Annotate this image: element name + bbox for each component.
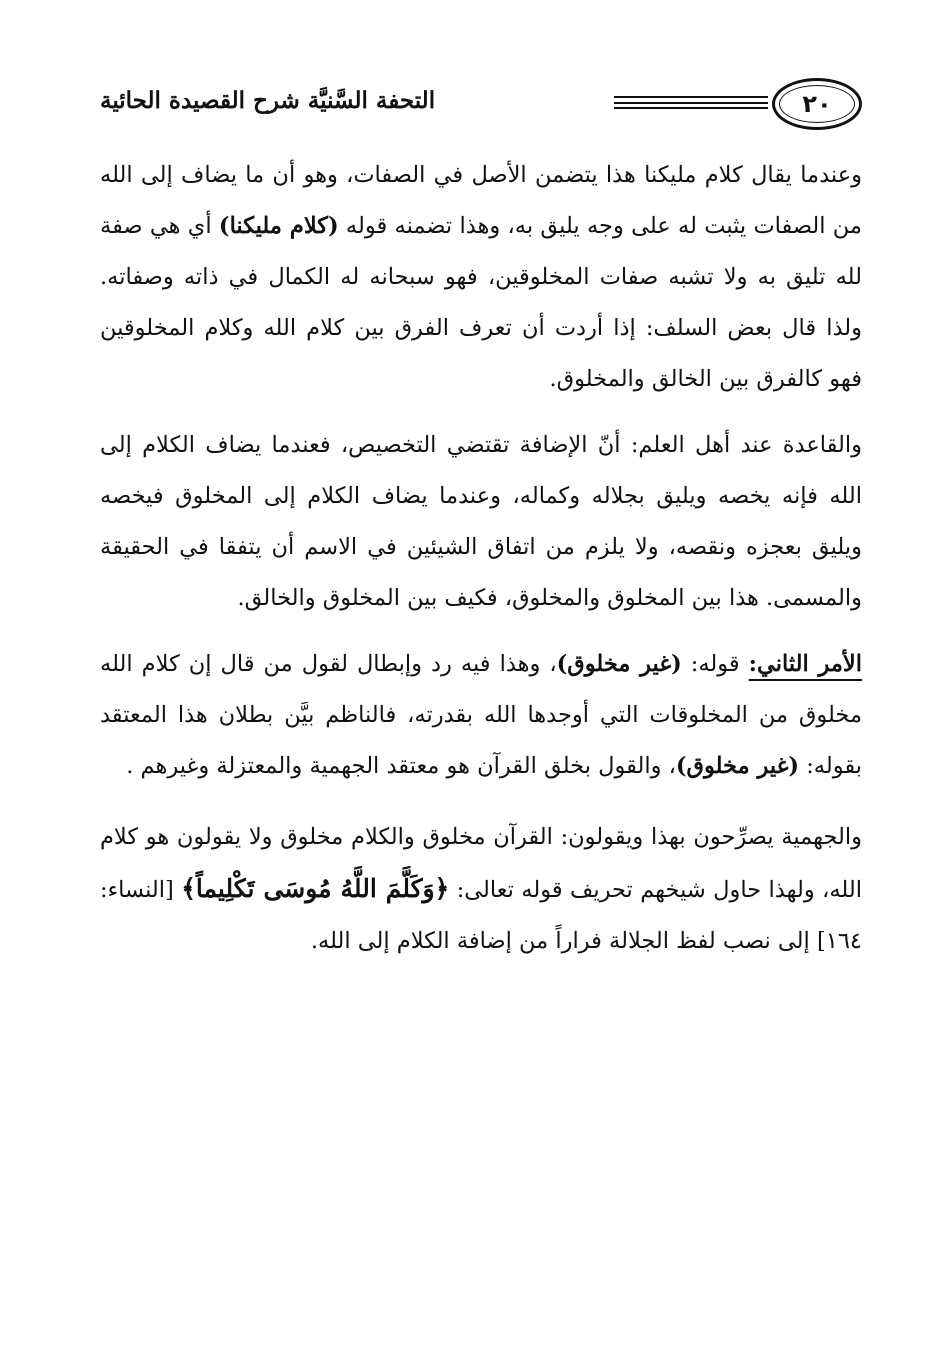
- text-run: [النساء: ١٦٤] إلى نصب لفظ الجلالة فراراً من إضافة الكلام إلى الله.: [100, 877, 862, 954]
- text-run: والقاعدة عند أهل العلم: أنّ الإضافة تقتضي التخصيص، فعندما يضاف الكلام إلى الله فإنه يخصه ويليق بجلاله وكماله، وعندما يضاف الكلام إلى المخلوق فيخصه ويليق بعجزه ونقصه، ولا يلزم من اتفاق الشيئين في الاسم أن يتفقا في الحقيقة والمسمى. هذا بين المخلوق والمخلوق، فكيف بين المخلوق والخالق.: [100, 432, 862, 611]
- text-run: ، وهذا فيه رد وإبطال لقول من قال إن كلام الله مخلوق من المخلوقات التي أوجدها الله بقدرته، فالناظم بيَّن بطلان هذا المعتقد بقوله:: [100, 651, 862, 779]
- running-header: [100, 72, 862, 138]
- text-run: أي هي صفة لله تليق به ولا تشبه صفات المخلوقين، فهو سبحانه له الكمال في ذاته وصفاته. ولذا قال بعض السلف: إذا أردت أن تعرف الفرق بين كلام الله وكلام المخلوقين فهو كالفرق بين الخالق والمخلوق.: [100, 213, 862, 392]
- text-run: والجهمية يصرِّحون بهذا ويقولون: القرآن مخلوق والكلام مخلوق ولا يقولون هو كلام الله، ولهذا حاول شيخهم تحريف قوله تعالى:: [100, 824, 862, 903]
- text-run: وعندما يقال كلام مليكنا هذا يتضمن الأصل في الصفات، وهو أن ما يضاف إلى الله من الصفات يثبت له على وجه يليق به، وهذا تضمنه قوله: [100, 162, 862, 239]
- text-run: ، والقول بخلق القرآن هو معتقد الجهمية والمعتزلة وغيرهم .: [126, 753, 676, 779]
- page-body: [100, 150, 862, 967]
- page-number-badge: [772, 78, 862, 130]
- quoted-phrase: (كلام مليكنا): [218, 213, 339, 239]
- running-title: التحفة السَّنيَّة شرح القصيدة الحائية: [100, 87, 436, 114]
- section-heading: الأمر الثاني:: [748, 651, 863, 677]
- page-number: ٢٠: [802, 90, 832, 118]
- quran-verse: ﴿وَكَلَّمَ اللَّهُ مُوسَى تَكْلِيماً﴾: [181, 874, 450, 903]
- paragraph-4: [100, 812, 862, 967]
- paragraph-2: [100, 420, 862, 624]
- quoted-phrase: (غير مخلوق): [556, 651, 682, 677]
- paragraph-1: [100, 150, 862, 405]
- paragraph-3: [100, 639, 862, 792]
- quoted-phrase: (غير مخلوق): [675, 753, 800, 779]
- header-rule: [614, 96, 768, 109]
- text-run: قوله:: [681, 651, 749, 677]
